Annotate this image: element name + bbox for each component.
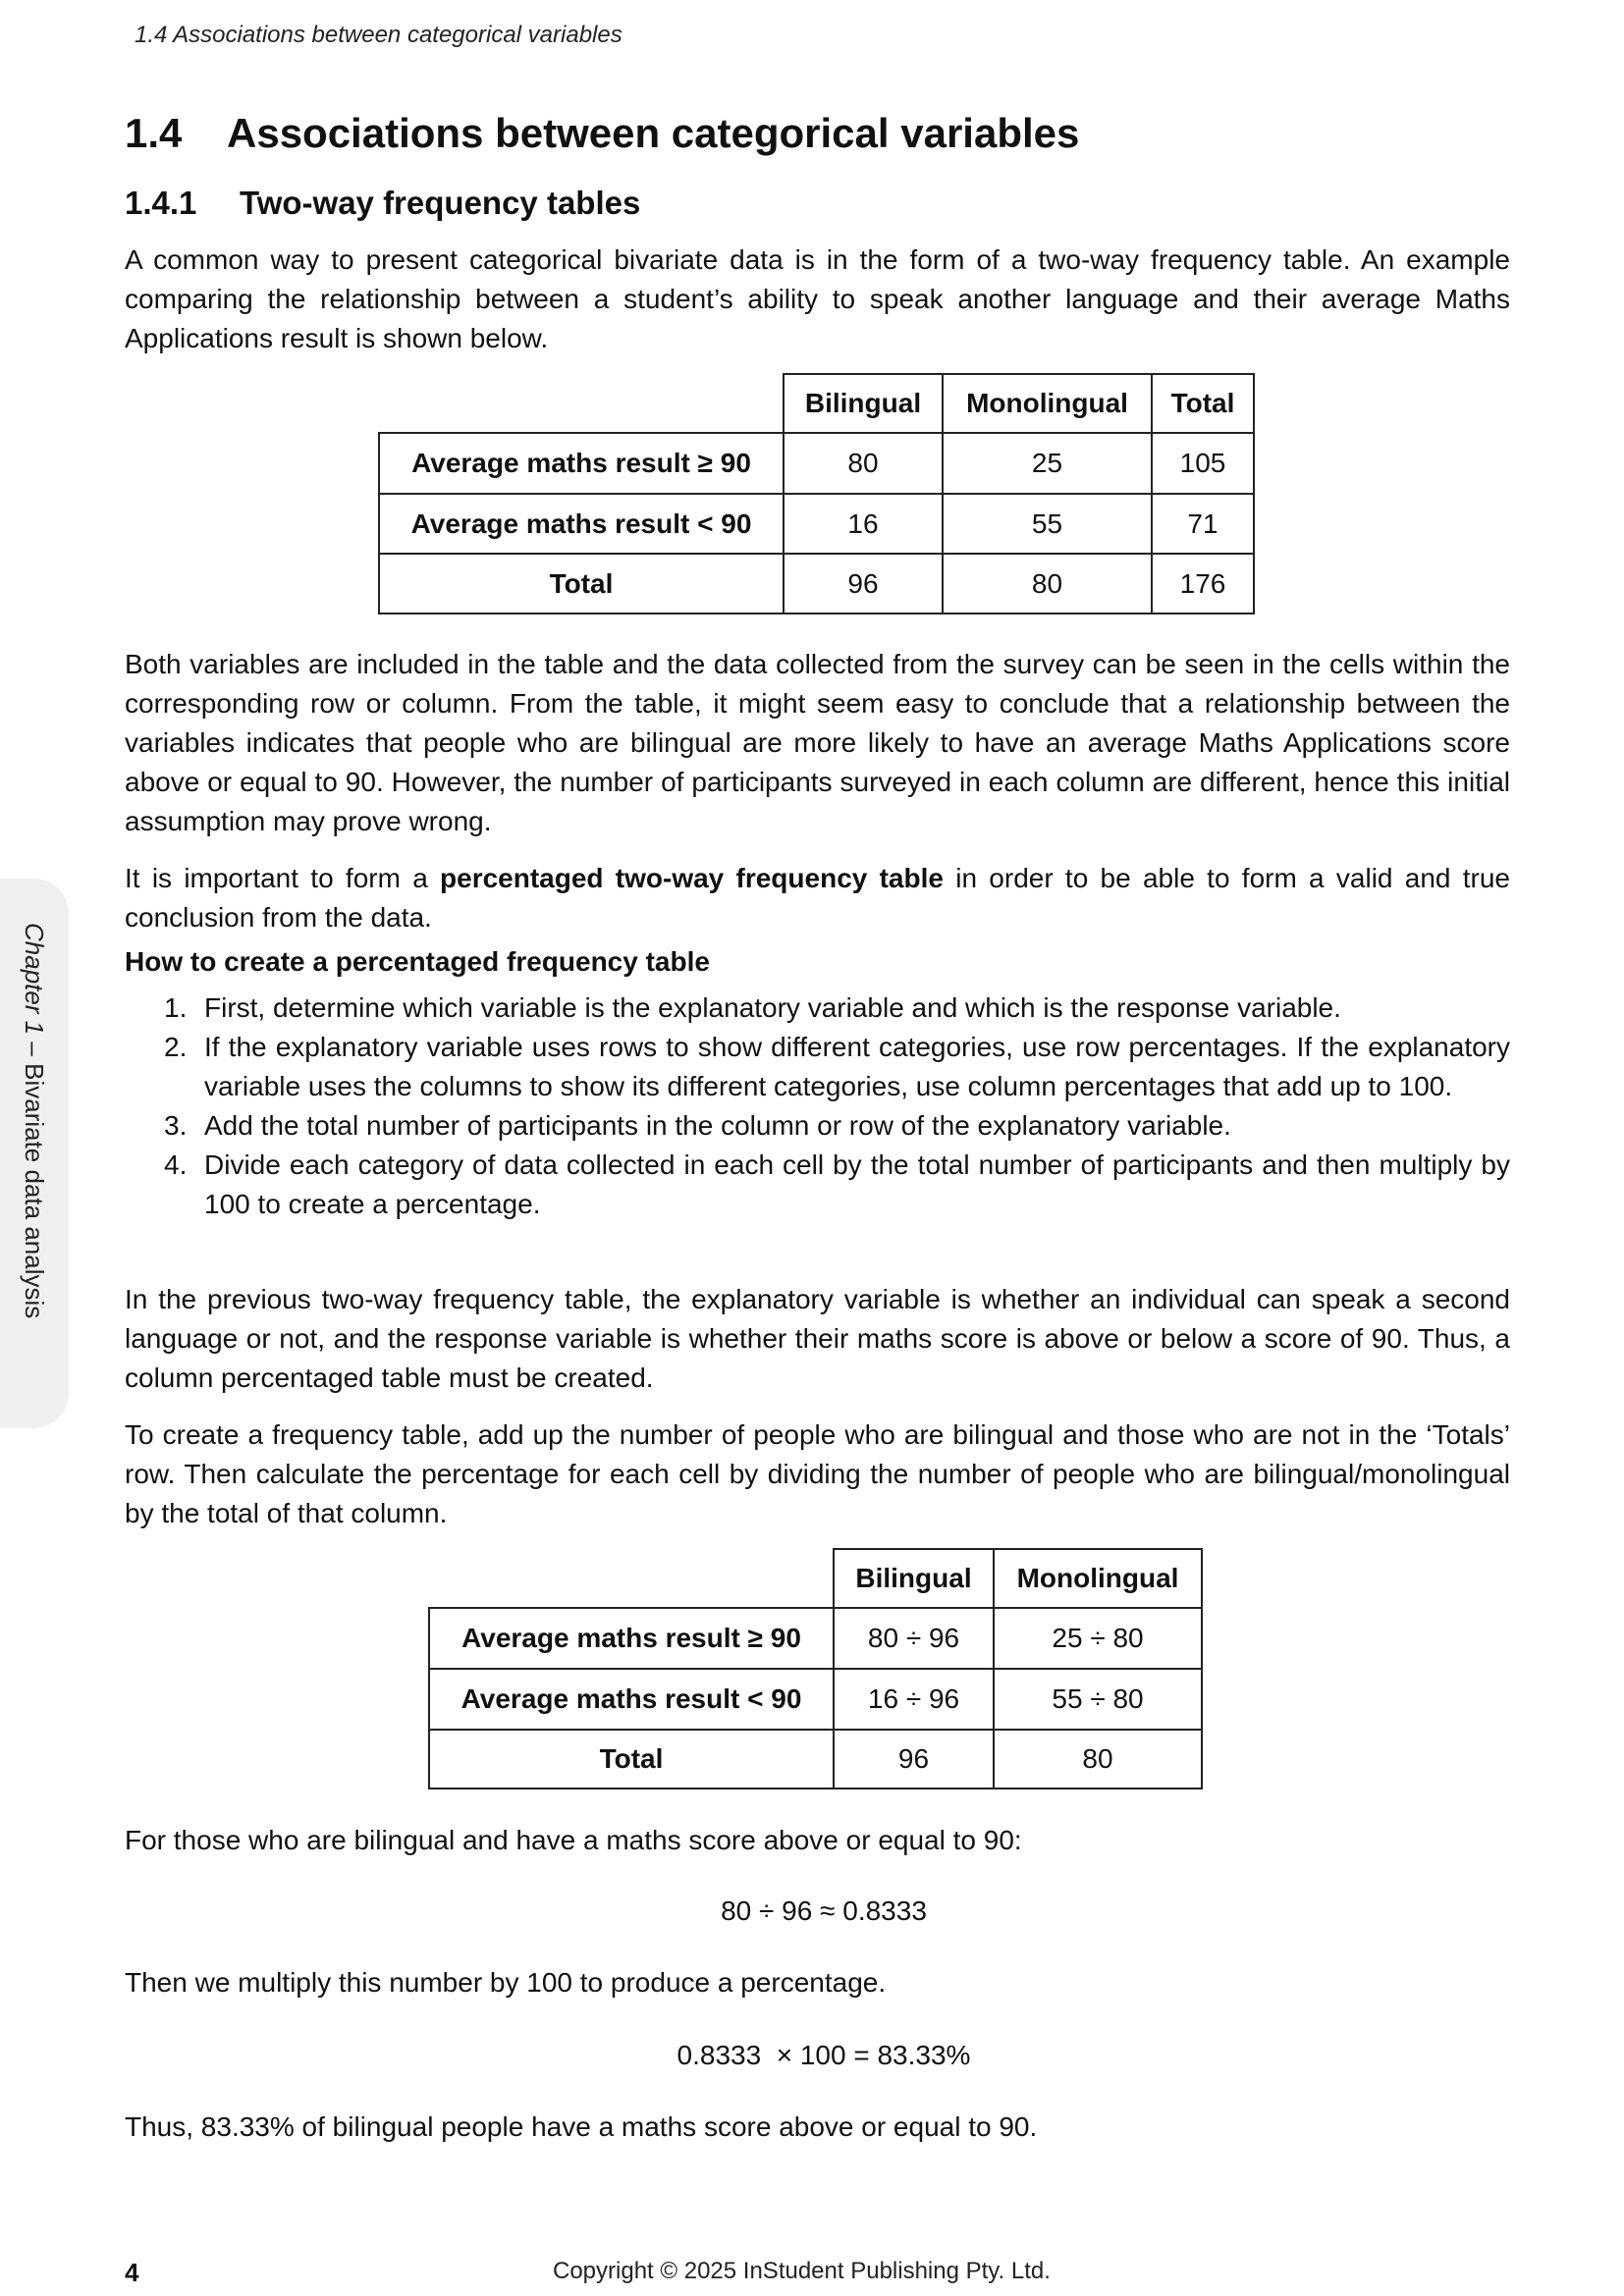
body-paragraph: To create a frequency table, add up the number of people who are bilingual and those who are not in the ‘Totals’ row. Then calculate the percentage for each cell by dividing the number of people who are bilingual/monolingual by the total of that column. [125,1419,1510,1528]
table-header-cell: Total [1152,374,1254,433]
table-cell: 176 [1152,554,1254,614]
table-cell: 16 [784,494,943,554]
table-row [429,1730,1202,1789]
list-item [125,988,1510,1028]
text-run: in order to be able to form a valid and true conclusion from the data. [125,863,1510,933]
intro-paragraph: A common way to present categorical bivariate data is in the form of a two-way frequency table. An example comparing the relationship between a student’s ability to speak another language and their average Maths Applications result is shown below. [125,244,1510,353]
frequency-table [378,373,1255,614]
chapter-title: Bivariate data analysis [20,1063,49,1319]
section-heading [125,110,1079,157]
table-row [379,554,1254,614]
percentage-table [428,1548,1203,1789]
running-header: 1.4 Associations between categorical variables [135,22,623,48]
table-row [429,1608,1202,1669]
equation [0,2036,1624,2075]
key-term: percentaged two-way frequency table [440,863,944,893]
table-cell: 96 [784,554,943,614]
copyright-notice: Copyright © 2025 InStudent Publishing Pty. Ltd. [553,2258,1051,2284]
table-cell: 80 ÷ 96 [834,1608,994,1669]
chapter-separator: – [20,1035,49,1064]
table-header-row [379,374,1254,433]
table-cell: 105 [1152,433,1254,494]
table-header-blank [379,374,784,433]
table-row [379,494,1254,554]
table-cell: 55 ÷ 80 [994,1669,1202,1730]
table-header-cell: Bilingual [834,1549,994,1608]
list-text: Add the total number of participants in the column or row of the explanatory variable. [204,1110,1231,1141]
table-cell: 55 [943,494,1152,554]
list-text: First, determine which variable is the explanatory variable and which is the response variable. [204,992,1341,1023]
body-paragraph [125,859,1510,937]
list-item [125,1028,1510,1106]
list-text: Divide each category of data collected in each cell by the total number of participants and then multiply by 100 to create a percentage. [204,1149,1510,1219]
table-cell: 96 [834,1730,994,1789]
list-number: 3. [164,1110,188,1141]
table-header-row [429,1549,1202,1608]
row-label: Average maths result < 90 [379,494,784,554]
list-number: 2. [164,1032,188,1062]
subsection-heading [125,185,640,222]
chapter-number: Chapter 1 [20,923,49,1036]
equation-text: 80 ÷ 96 ≈ 0.8333 [721,1896,927,1926]
table-cell: 71 [1152,494,1254,554]
table-cell: 80 [994,1730,1202,1789]
table-row [429,1669,1202,1730]
text-run: It is important to form a [125,863,441,893]
table-header-cell: Monolingual [943,374,1152,433]
page-number: 4 [125,2258,139,2287]
table-cell: 16 ÷ 96 [834,1669,994,1730]
row-label: Average maths result ≥ 90 [429,1608,834,1669]
list-item [125,1146,1510,1224]
body-paragraph: Then we multiply this number by 100 to produce a percentage. [125,1967,887,1998]
table-header-cell: Bilingual [784,374,943,433]
table-cell: 25 ÷ 80 [994,1608,1202,1669]
list-item [125,1106,1510,1146]
row-label: Total [429,1730,834,1789]
subsection-title: Two-way frequency tables [240,185,641,221]
steps-list [125,988,1510,1224]
body-paragraph: Both variables are included in the table and the data collected from the survey can be seen in the cells within the corresponding row or column. From the table, it might seem easy to conclude that a relationship between the variables indicates that people who are bilingual are more likely to have an average Maths Applications score above or equal to 90. However, the number of participants surveyed in each column are different, hence this initial assumption may prove wrong. [125,649,1510,836]
table-row [379,433,1254,494]
section-number: 1.4 [125,110,183,156]
table-cell: 80 [784,433,943,494]
body-paragraph: For those who are bilingual and have a maths score above or equal to 90: [125,1825,1022,1855]
list-text: If the explanatory variable uses rows to show different categories, use row percentages. If the explanatory variable uses the columns to show its different categories, use column percentages that add up to 100. [204,1032,1510,1101]
section-title: Associations between categorical variables [227,110,1080,156]
chapter-side-label [20,923,49,1394]
list-number: 4. [164,1149,188,1180]
row-label: Average maths result < 90 [429,1669,834,1730]
list-number: 1. [164,992,188,1023]
equation-text: 0.8333 × 100 = 83.33% [677,2040,971,2070]
howto-heading: How to create a percentaged frequency table [125,946,710,977]
row-label: Total [379,554,784,614]
chapter-side-tab [0,879,69,1428]
table-header-blank [429,1549,834,1608]
table-header-cell: Monolingual [994,1549,1202,1608]
row-label: Average maths result ≥ 90 [379,433,784,494]
body-paragraph: In the previous two-way frequency table, the explanatory variable is whether an individual can speak a second language or not, and the response variable is whether their maths score is above or below a score of 90. Thus, a column percentaged table must be created. [125,1284,1510,1393]
body-paragraph: Thus, 83.33% of bilingual people have a maths score above or equal to 90. [125,2111,1038,2142]
table-cell: 25 [943,433,1152,494]
subsection-number: 1.4.1 [125,185,197,221]
equation [0,1892,1624,1931]
table-cell: 80 [943,554,1152,614]
